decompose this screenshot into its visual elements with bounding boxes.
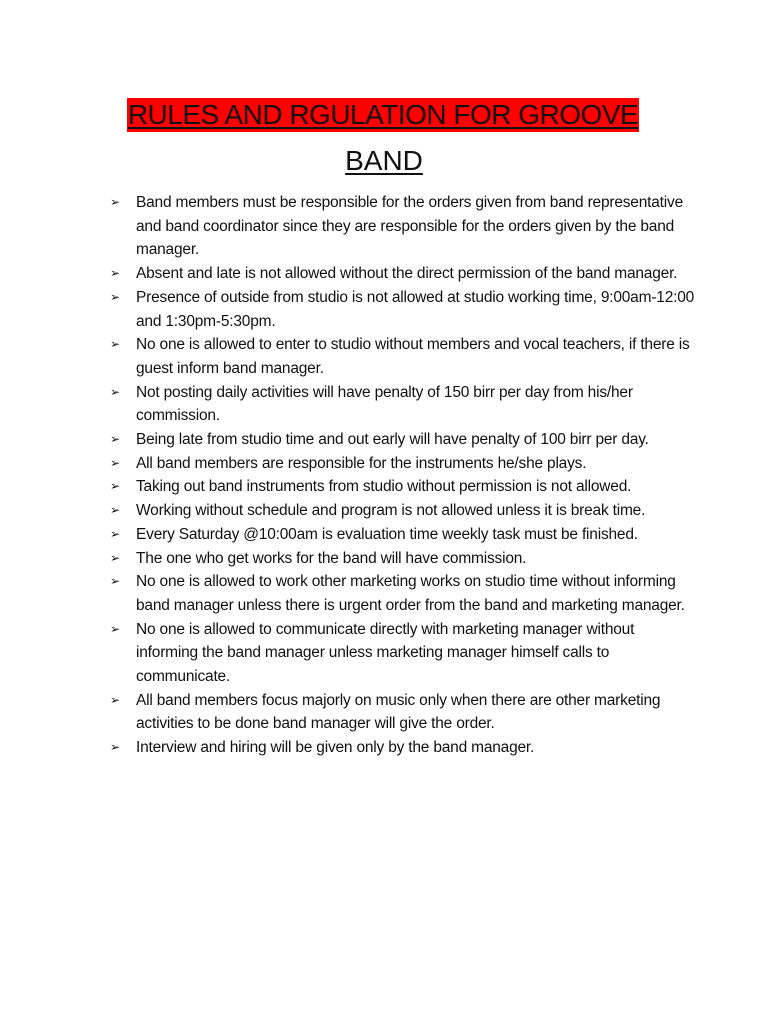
rule-item [110,381,700,428]
arrow-bullet-icon: ➢ [110,621,120,636]
arrow-bullet-icon: ➢ [110,432,120,447]
arrow-bullet-icon: ➢ [110,337,120,352]
rule-text: No one is allowed to work other marketing works on studio time without informing band manager unless there is urgent order from the band and marketing manager. [136,573,685,614]
rule-text: No one is allowed to communicate directly with marketing manager without informing the band manager unless marketing manager himself calls to communicate. [136,620,635,686]
arrow-bullet-icon: ➢ [110,692,120,707]
arrow-bullet-icon: ➢ [110,455,120,470]
rule-item [110,452,700,476]
arrow-bullet-icon: ➢ [110,503,120,518]
rule-text: All band members focus majorly on music only when there are other marketing activities to be done band manager will give the order. [136,691,661,733]
rule-text: Working without schedule and program is not allowed unless it is break time. [136,502,646,520]
rule-text: Being late from studio time and out early will have penalty of 100 birr per day. [136,431,649,449]
document-title: RULES AND RGULATION FOR GROOVE [127,99,639,130]
arrow-bullet-icon: ➢ [110,479,120,494]
arrow-bullet-icon: ➢ [110,574,120,589]
document-title-continued: BAND [345,145,423,176]
rule-text: Interview and hiring will be given only by the band manager. [136,739,535,757]
rule-text: No one is allowed to enter to studio without members and vocal teachers, if there is guest inform band manager. [136,336,690,377]
arrow-bullet-icon: ➢ [110,550,120,565]
rule-item [110,428,700,452]
arrow-bullet-icon: ➢ [110,384,120,399]
rule-text: The one who get works for the band will have commission. [136,549,527,567]
arrow-bullet-icon: ➢ [110,289,120,304]
arrow-bullet-icon: ➢ [110,526,120,541]
arrow-bullet-icon: ➢ [110,266,120,281]
rule-item [110,570,700,617]
rule-item [110,262,700,286]
rule-text: Presence of outside from studio is not allowed at studio working time, 9:00am-12:00 and 1:30pm-5:30pm. [136,288,695,330]
rule-text: Not posting daily activities will have penalty of 150 birr per day from his/her commission. [136,383,633,425]
rule-item [110,618,700,689]
arrow-bullet-icon: ➢ [110,740,120,755]
rule-item [110,689,700,736]
rule-item [110,547,700,571]
rule-item [110,191,700,262]
rules-list [110,191,700,760]
rule-text: Taking out band instruments from studio without permission is not allowed. [136,478,632,496]
rule-item [110,333,700,380]
rule-text: Absent and late is not allowed without the direct permission of the band manager. [136,265,678,283]
rule-item [110,286,700,333]
rule-item [110,736,700,760]
rule-text: Band members must be responsible for the orders given from band representative and band coordinator since they are responsible for the orders given by the band manager. [136,194,683,259]
rule-text: Every Saturday @10:00am is evaluation time weekly task must be finished. [136,525,638,543]
rule-item [110,523,700,547]
rule-item [110,475,700,499]
arrow-bullet-icon: ➢ [110,195,120,209]
rule-text: All band members are responsible for the instruments he/she plays. [136,454,587,472]
rule-item [110,499,700,523]
